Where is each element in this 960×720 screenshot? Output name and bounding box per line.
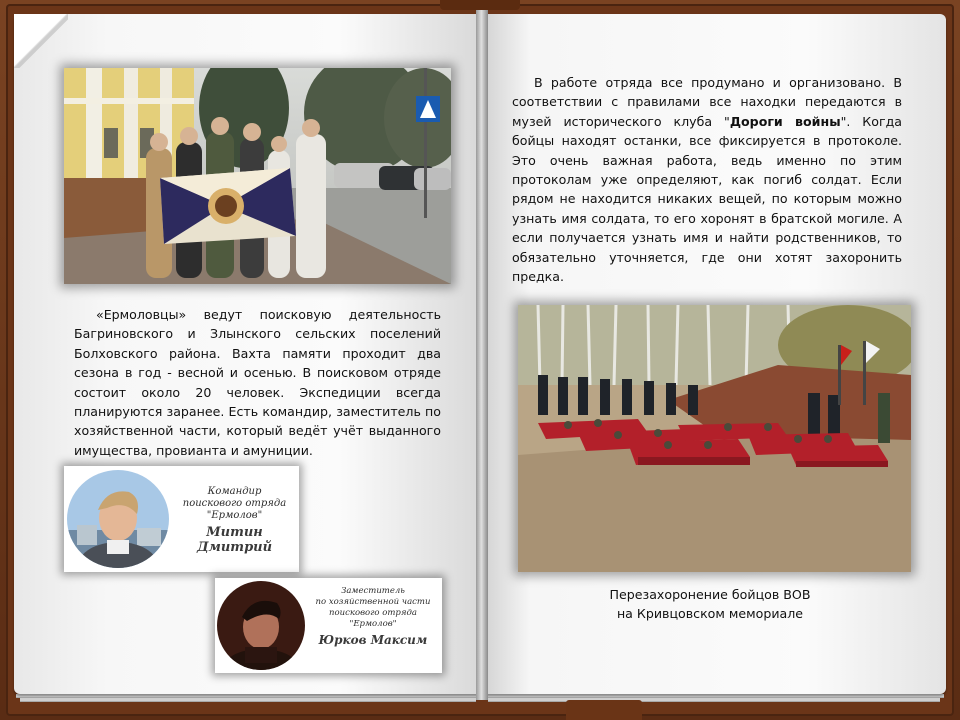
deputy-role: по хозяйственной части	[315, 597, 431, 607]
left-page-paragraph	[74, 305, 441, 460]
deputy-role: Заместитель	[341, 586, 405, 596]
team-photo	[64, 68, 451, 284]
book-clasp-top	[440, 0, 520, 10]
commander-card	[64, 466, 299, 572]
commander-portrait	[67, 470, 169, 568]
deputy-portrait	[217, 581, 305, 670]
caption-line: Перезахоронение бойцов ВОВ	[609, 587, 811, 602]
caption-line: на Кривцовском мемориале	[616, 606, 804, 621]
commander-unit: "Ермолов"	[206, 510, 263, 521]
reburial-photo	[518, 305, 911, 572]
museum-club-name: Дороги войны	[729, 113, 841, 129]
book-spine	[476, 10, 488, 700]
right-page-paragraph	[512, 73, 902, 286]
commander-name: Митин Дмитрий	[196, 525, 273, 555]
paragraph-text: ". Когда бойцы находят останки, все фиксируется в протоколе. Это очень важная работа, ведь именно по этим протоколам уже определяют, как погиб солдат. Если рядом не находится никаких вещей, по которым можно узнать имя солдата, то его хоронят в братской могиле. А если получается узнать имя и найти родственников, то обязательно уточняется, где они хотят захоронить предка.	[512, 113, 902, 285]
deputy-role: поискового отряда	[329, 608, 417, 618]
deputy-card	[215, 578, 442, 673]
bookmark-ribbon	[566, 700, 642, 720]
paragraph-text: В работе отряда все продумано и организовано. В соответствии с правилами все находки передаются в музей исторического клуба "	[512, 75, 902, 129]
page-edge	[488, 698, 940, 702]
page-edge	[20, 698, 476, 702]
paragraph-text: «Ермоловцы» ведут поисковую деятельность Багриновского и Злынского сельских поселений Болховского района. Вахта памяти проходит два сезона в год - весной и осенью. В поисковом отряде состоит около 20 человек. Экспедиции всегда планируются заранее. Есть командир, заместитель по хозяйственной части, который ведёт учёт выданного имущества, провианта и амуниции.	[74, 307, 441, 458]
deputy-unit: "Ермолов"	[349, 619, 397, 629]
commander-label	[172, 486, 297, 555]
deputy-label	[307, 586, 439, 647]
reburial-caption	[560, 585, 860, 623]
deputy-name: Юрков Максим	[318, 633, 428, 647]
commander-role: Командир	[207, 486, 262, 497]
commander-role: поискового отряда	[182, 498, 287, 509]
